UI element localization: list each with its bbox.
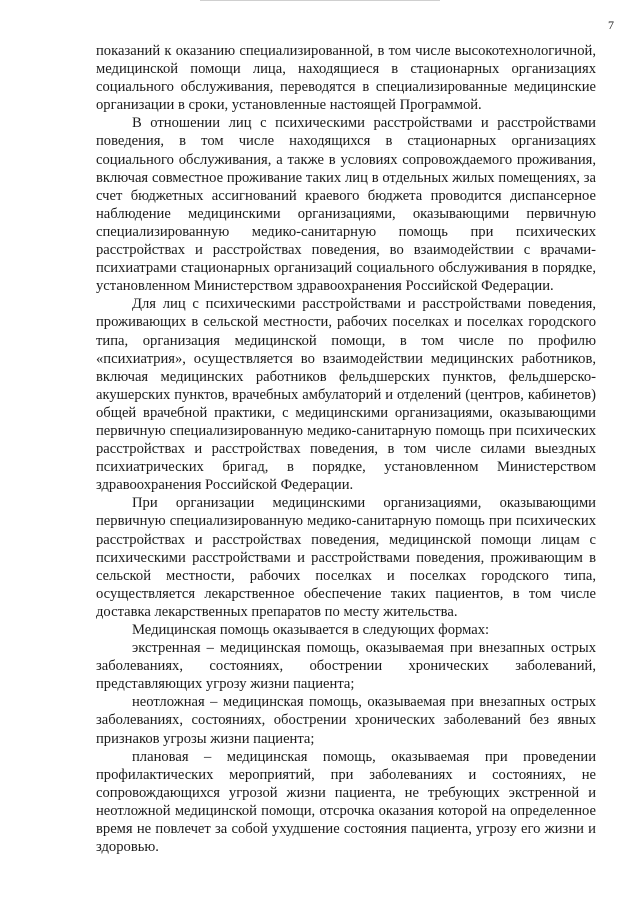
paragraph-3: Для лиц с психическими расстройствами и расстройствами поведения, проживающих в сельской местности, рабочих поселках и поселках городского типа, организация медицинской помощи, в том числе по профилю «психиатрия», осуществляется во взаимодействии медицинских работников, включая медицинских работников фельдшерских пунктов, фельдшерско-акушерских пунктов, врачебных амбулаторий и отделений (центров, кабинетов) общей врачебной практики, с медицинскими организациями, оказывающими первичную специализированную медико-санитарную помощь при психических расстройствах и расстройствах поведения, в том числе силами выездных психиатрических бригад, в порядке, установленном Министерством здравоохранения Российской Федерации. [96,296,596,494]
paragraph-5: Медицинская помощь оказывается в следующих формах: [132,622,490,638]
paragraph-8: плановая – медицинская помощь, оказываемая при проведении профилактических мероприятий, при заболеваниях и состояниях, не сопровождающихся угрозой жизни пациента, не требующих экстренной и неотложной медицинской помощи, отсрочка оказания которой на определенное время не повлечет за собой ухудшение состояния пациента, угрозу его жизни и здоровью. [96,748,596,856]
scan-edge-line [200,0,440,1]
paragraph-2: В отношении лиц с психическими расстройствами и расстройствами поведения, в том числе находящихся в стационарных организациях социального обслуживания, а также в условиях сопровождаемого проживания, включая совместное проживание таких лиц в отдельных жилых помещениях, за счет бюджетных ассигнований краевого бюджета проводится диспансерное наблюдение медицинскими организациями, оказывающими первичную специализированную медико-санитарную помощь при психических расстройствах и расстройствах поведения, во взаимодействии с врачами-психиатрами стационарных организаций социального обслуживания в порядке, установленном Министерством здравоохранения Российской Федерации. [96,115,596,295]
page-number: 7 [608,18,614,32]
paragraph-4: При организации медицинскими организациями, оказывающими первичную специализированную медико-санитарную помощь при психических расстройствах и расстройствах поведения, медицинской помощи лицам с психическими расстройствами и расстройствами поведения, проживающим в сельской местности, рабочих поселках и поселках городского типа, осуществляется лекарственное обеспечение таких пациентов, в том числе доставка лекарственных препаратов по месту жительства. [96,495,596,620]
body-text [96,42,596,856]
paragraph-1: показаний к оказанию специализированной, в том числе высокотехнологичной, медицинской помощи лица, находящиеся в стационарных организациях социального обслуживания, переводятся в специализированные медицинские организации в сроки, установленные настоящей Программой. [96,43,596,114]
paragraph-7: неотложная – медицинская помощь, оказываемая при внезапных острых заболеваниях, состояниях, обострении хронических заболеваний без явных признаков угрозы жизни пациента; [96,694,596,747]
paragraph-6: экстренная – медицинская помощь, оказываемая при внезапных острых заболеваниях, состояниях, обострении хронических заболеваний, представляющих угрозу жизни пациента; [96,640,596,693]
